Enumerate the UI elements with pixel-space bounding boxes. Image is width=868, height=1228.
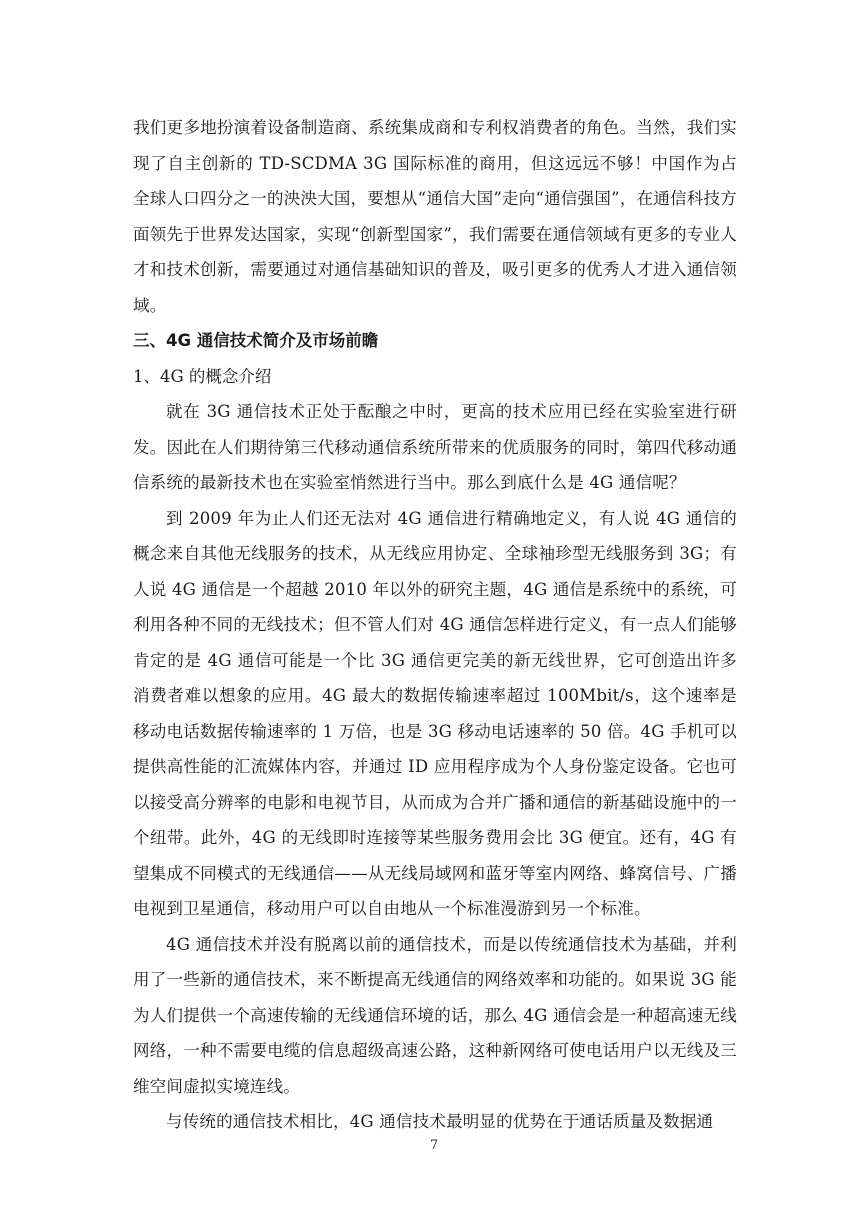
paragraph-comparison: 与传统的通信技术相比，4G 通信技术最明显的优势在于通话质量及数据通 [166, 1112, 714, 1131]
subsection-heading: 1、4G 的概念介绍 [133, 366, 272, 386]
paragraph-definition: 到 2009 年为止人们还无法对 4G 通信进行精确地定义，有人说 4G 通信的概念来自其他无线服务的技术，从无线应用协定、全球袖珍型无线服务到 3G；有人说 4G 通信是一个超越 2010 年以外的研究主题，4G 通信是系统中的系统，可利用各种不同的无线技术；但不管人们对 4G 通信怎样进行定义，有一点人们能够肯定的是 4G 通信可能是一个比 3G 通信更完美的新无线世界，它可创造出许多消费者难以想象的应用。4G 最大的数据传输速率超过 100Mbit/s，这个速率是移动电话数据传输速率的 1 万倍，也是 3G 移动电话速率的 50 倍。4G 手机可以提供高性能的汇流媒体内容，并通过 ID 应用程序成为个人身份鉴定设备。它也可以接受高分辨率的电影和电视节目，从而成为合并广播和通信的新基础设施中的一个纽带。此外，4G 的无线即时连接等某些服务费用会比 3G 便宜。还有，4G 有望集成不同模式的无线通信——从无线局域网和蓝牙等室内网络、蜂窝信号、广播电视到卫星通信，移动用户可以自由地从一个标准漫游到另一个标准。 [133, 508, 737, 918]
paragraph-intro: 就在 3G 通信技术正处于酝酿之中时，更高的技术应用已经在实验室进行研发。因此在人们期待第三代移动通信系统所带来的优质服务的同时，第四代移动通信系统的最新技术也在实验室悄然进行当中。那么到底什么是 4G 通信呢？ [133, 402, 737, 492]
page-number: 7 [429, 1138, 439, 1153]
paragraph-continuation: 我们更多地扮演着设备制造商、系统集成商和专利权消费者的角色。当然，我们实现了自主创新的 TD-SCDMA 3G 国际标准的商用，但这远远不够！中国作为占全球人口四分之一的泱泱大国，要想从“通信大国”走向“通信强国”，在通信科技方面领先于世界发达国家，实现“创新型国家”，我们需要在通信领域有更多的专业人才和技术创新，需要通过对通信基础知识的普及，吸引更多的优秀人才进入通信领域。 [133, 118, 737, 315]
document-page [133, 110, 737, 1140]
section-heading: 三、4G 通信技术简介及市场前瞻 [133, 331, 379, 350]
paragraph-technology: 4G 通信技术并没有脱离以前的通信技术，而是以传统通信技术为基础，并利用了一些新的通信技术，来不断提高无线通信的网络效率和功能的。如果说 3G 能为人们提供一个高速传输的无线通信环境的话，那么 4G 通信会是一种超高速无线网络，一种不需要电缆的信息超级高速公路，这种新网络可使电话用户以无线及三维空间虚拟实境连线。 [133, 934, 737, 1096]
